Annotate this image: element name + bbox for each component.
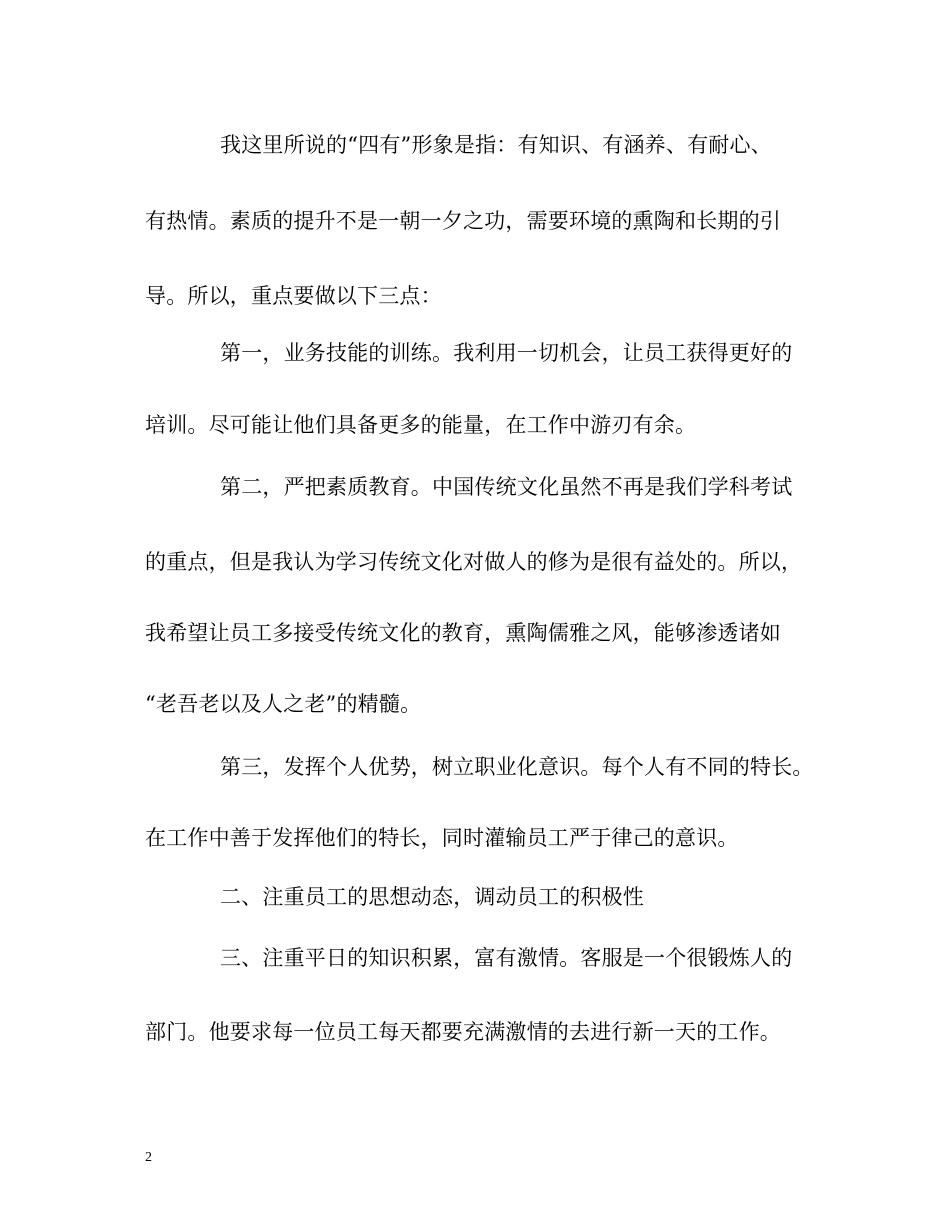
page-number: 2 <box>145 1150 152 1165</box>
text-line: 第三，发挥个人优势，树立职业化意识。每个人有不同的特长。 <box>220 755 814 779</box>
text-line: 在工作中善于发挥他们的特长，同时灌输员工严于律己的意识。 <box>145 826 739 850</box>
heading-line: 三、注重平日的知识积累，富有激情。客服是一个很锻炼人的 <box>220 946 793 970</box>
text-line: 的重点，但是我认为学习传统文化对做人的修为是很有益处的。所以， <box>145 550 803 574</box>
text-line: 部门。他要求每一位员工每天都要充满激情的去进行新一天的工作。 <box>145 1020 781 1044</box>
text-line: 第一，业务技能的训练。我利用一切机会，让员工获得更好的 <box>220 341 793 365</box>
heading-line: 二、注重员工的思想动态，调动员工的积极性 <box>220 885 644 909</box>
text-line: 我这里所说的“四有”形象是指：有知识、有涵养、有耐心、 <box>220 133 772 157</box>
text-line: 培训。尽可能让他们具备更多的能量，在工作中游刃有余。 <box>145 413 697 437</box>
text-line: 导。所以，重点要做以下三点： <box>145 284 442 308</box>
text-line: 我希望让员工多接受传统文化的教育，熏陶儒雅之风，能够渗透诸如 <box>145 621 781 645</box>
text-line: “老吾老以及人之老”的精髓。 <box>145 692 422 716</box>
text-line: 第二，严把素质教育。中国传统文化虽然不再是我们学科考试 <box>220 475 793 499</box>
text-line: 有热情。素质的提升不是一朝一夕之功，需要环境的熏陶和长期的引 <box>145 209 781 233</box>
